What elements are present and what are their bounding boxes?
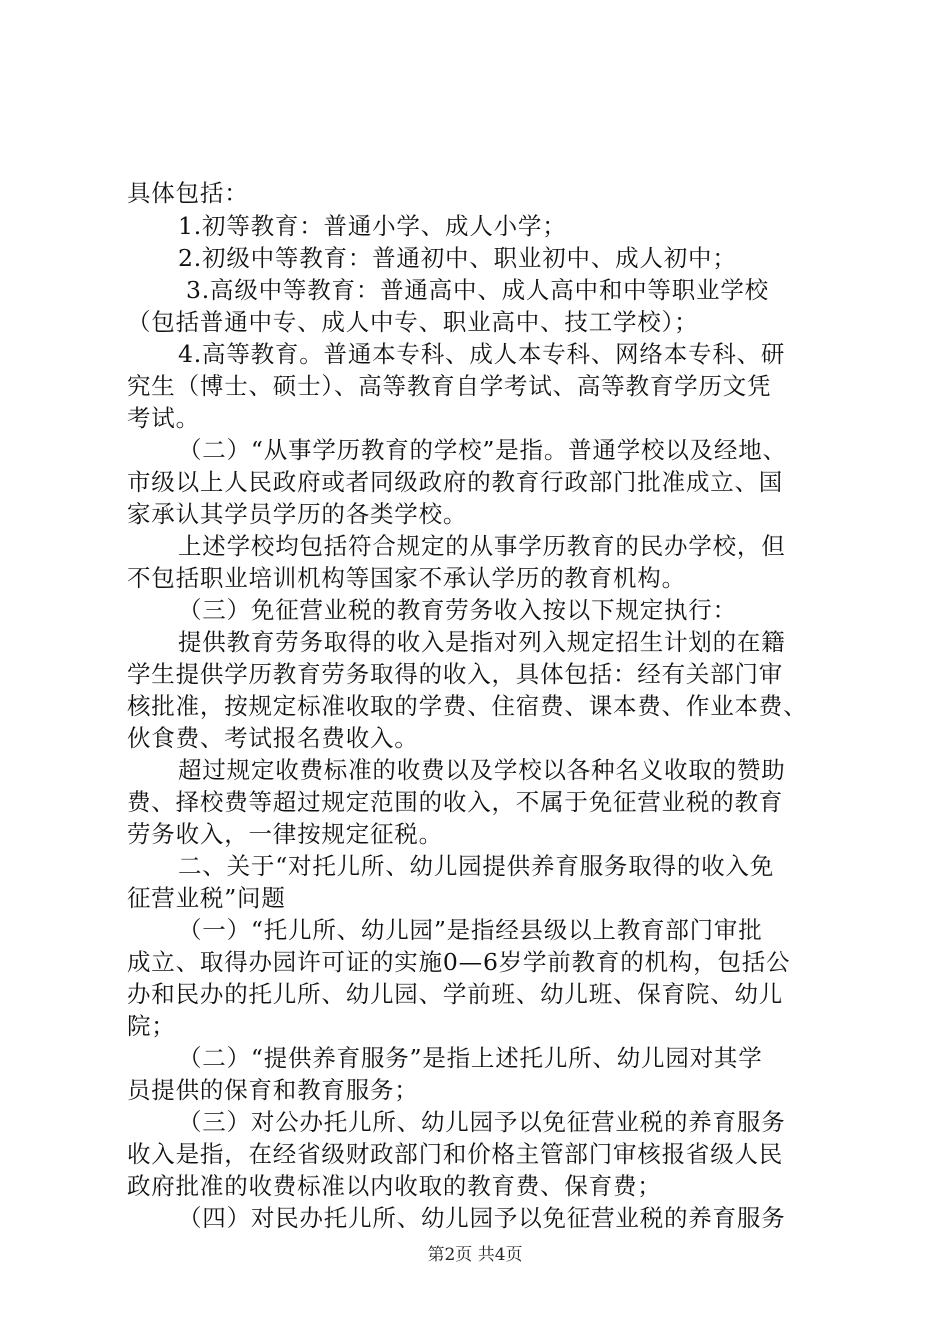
- text-line: 4.高等教育。普通本专科、成人本专科、网络本专科、研: [178, 340, 786, 368]
- text-line: 超过规定收费标准的收费以及学校以各种名义收取的赞助: [178, 756, 786, 784]
- text-line: 成立、取得办园许可证的实施0—6岁学前教育的机构，包括公: [127, 948, 791, 976]
- text-line: 劳务收入，一律按规定征税。: [127, 820, 443, 848]
- page-number-footer: 第2页 共4页: [427, 1245, 523, 1265]
- text-line: 院；: [127, 1012, 176, 1040]
- text-line: 1.初等教育：普通小学、成人小学；: [178, 212, 567, 240]
- text-line: 办和民办的托儿所、幼儿园、学前班、幼儿班、保育院、幼儿: [127, 980, 784, 1008]
- text-line: （包括普通中专、成人中专、职业高中、技工学校）；: [127, 308, 699, 336]
- text-line: （二）“从事学历教育的学校”是指。普通学校以及经地、: [178, 436, 787, 464]
- text-line: 伙食费、考试报名费收入。: [127, 724, 419, 752]
- text-line: （三）免征营业税的教育劳务收入按以下规定执行：: [178, 596, 737, 624]
- text-line: 学生提供学历教育劳务取得的收入，具体包括：经有关部门审: [127, 660, 784, 688]
- text-line: 3.高级中等教育：普通高中、成人高中和中等职业学校: [186, 276, 769, 304]
- text-line: 具体包括：: [127, 179, 249, 207]
- text-line: 政府批准的收费标准以内收取的教育费、保育费；: [127, 1172, 662, 1200]
- text-line: 市级以上人民政府或者同级政府的教育行政部门批准成立、国: [127, 468, 784, 496]
- text-line: 家承认其学员学历的各类学校。: [127, 500, 468, 528]
- text-line: 核批准，按规定标准收取的学费、住宿费、课本费、作业本费、: [127, 692, 808, 720]
- text-line: （四）对民办托儿所、幼儿园予以免征营业税的养育服务: [178, 1204, 786, 1232]
- text-line: 2.初级中等教育：普通初中、职业初中、成人初中；: [178, 244, 737, 272]
- text-line: （二）“提供养育服务”是指上述托儿所、幼儿园对其学: [178, 1044, 763, 1072]
- text-line: 考试。: [127, 404, 200, 432]
- text-line: 究生（博士、硕士）、高等教育自学考试、高等教育学历文凭: [127, 372, 772, 400]
- text-line: （一）“托儿所、幼儿园”是指经县级以上教育部门审批: [178, 916, 763, 944]
- text-line: 费、择校费等超过规定范围的收入，不属于免征营业税的教育: [127, 788, 784, 816]
- text-line: （三）对公办托儿所、幼儿园予以免征营业税的养育服务: [178, 1108, 786, 1136]
- text-line: 不包括职业培训机构等国家不承认学历的教育机构。: [127, 564, 686, 592]
- text-line: 上述学校均包括符合规定的从事学历教育的民办学校，但: [178, 532, 786, 560]
- text-line: 员提供的保育和教育服务；: [127, 1076, 419, 1104]
- text-line: 征营业税”问题: [127, 884, 286, 912]
- text-line: 提供教育劳务取得的收入是指对列入规定招生计划的在籍: [178, 628, 786, 656]
- text-line: 收入是指，在经省级财政部门和价格主管部门审核报省级人民: [127, 1140, 784, 1168]
- text-line: 二、关于“对托儿所、幼儿园提供养育服务取得的收入免: [178, 852, 775, 880]
